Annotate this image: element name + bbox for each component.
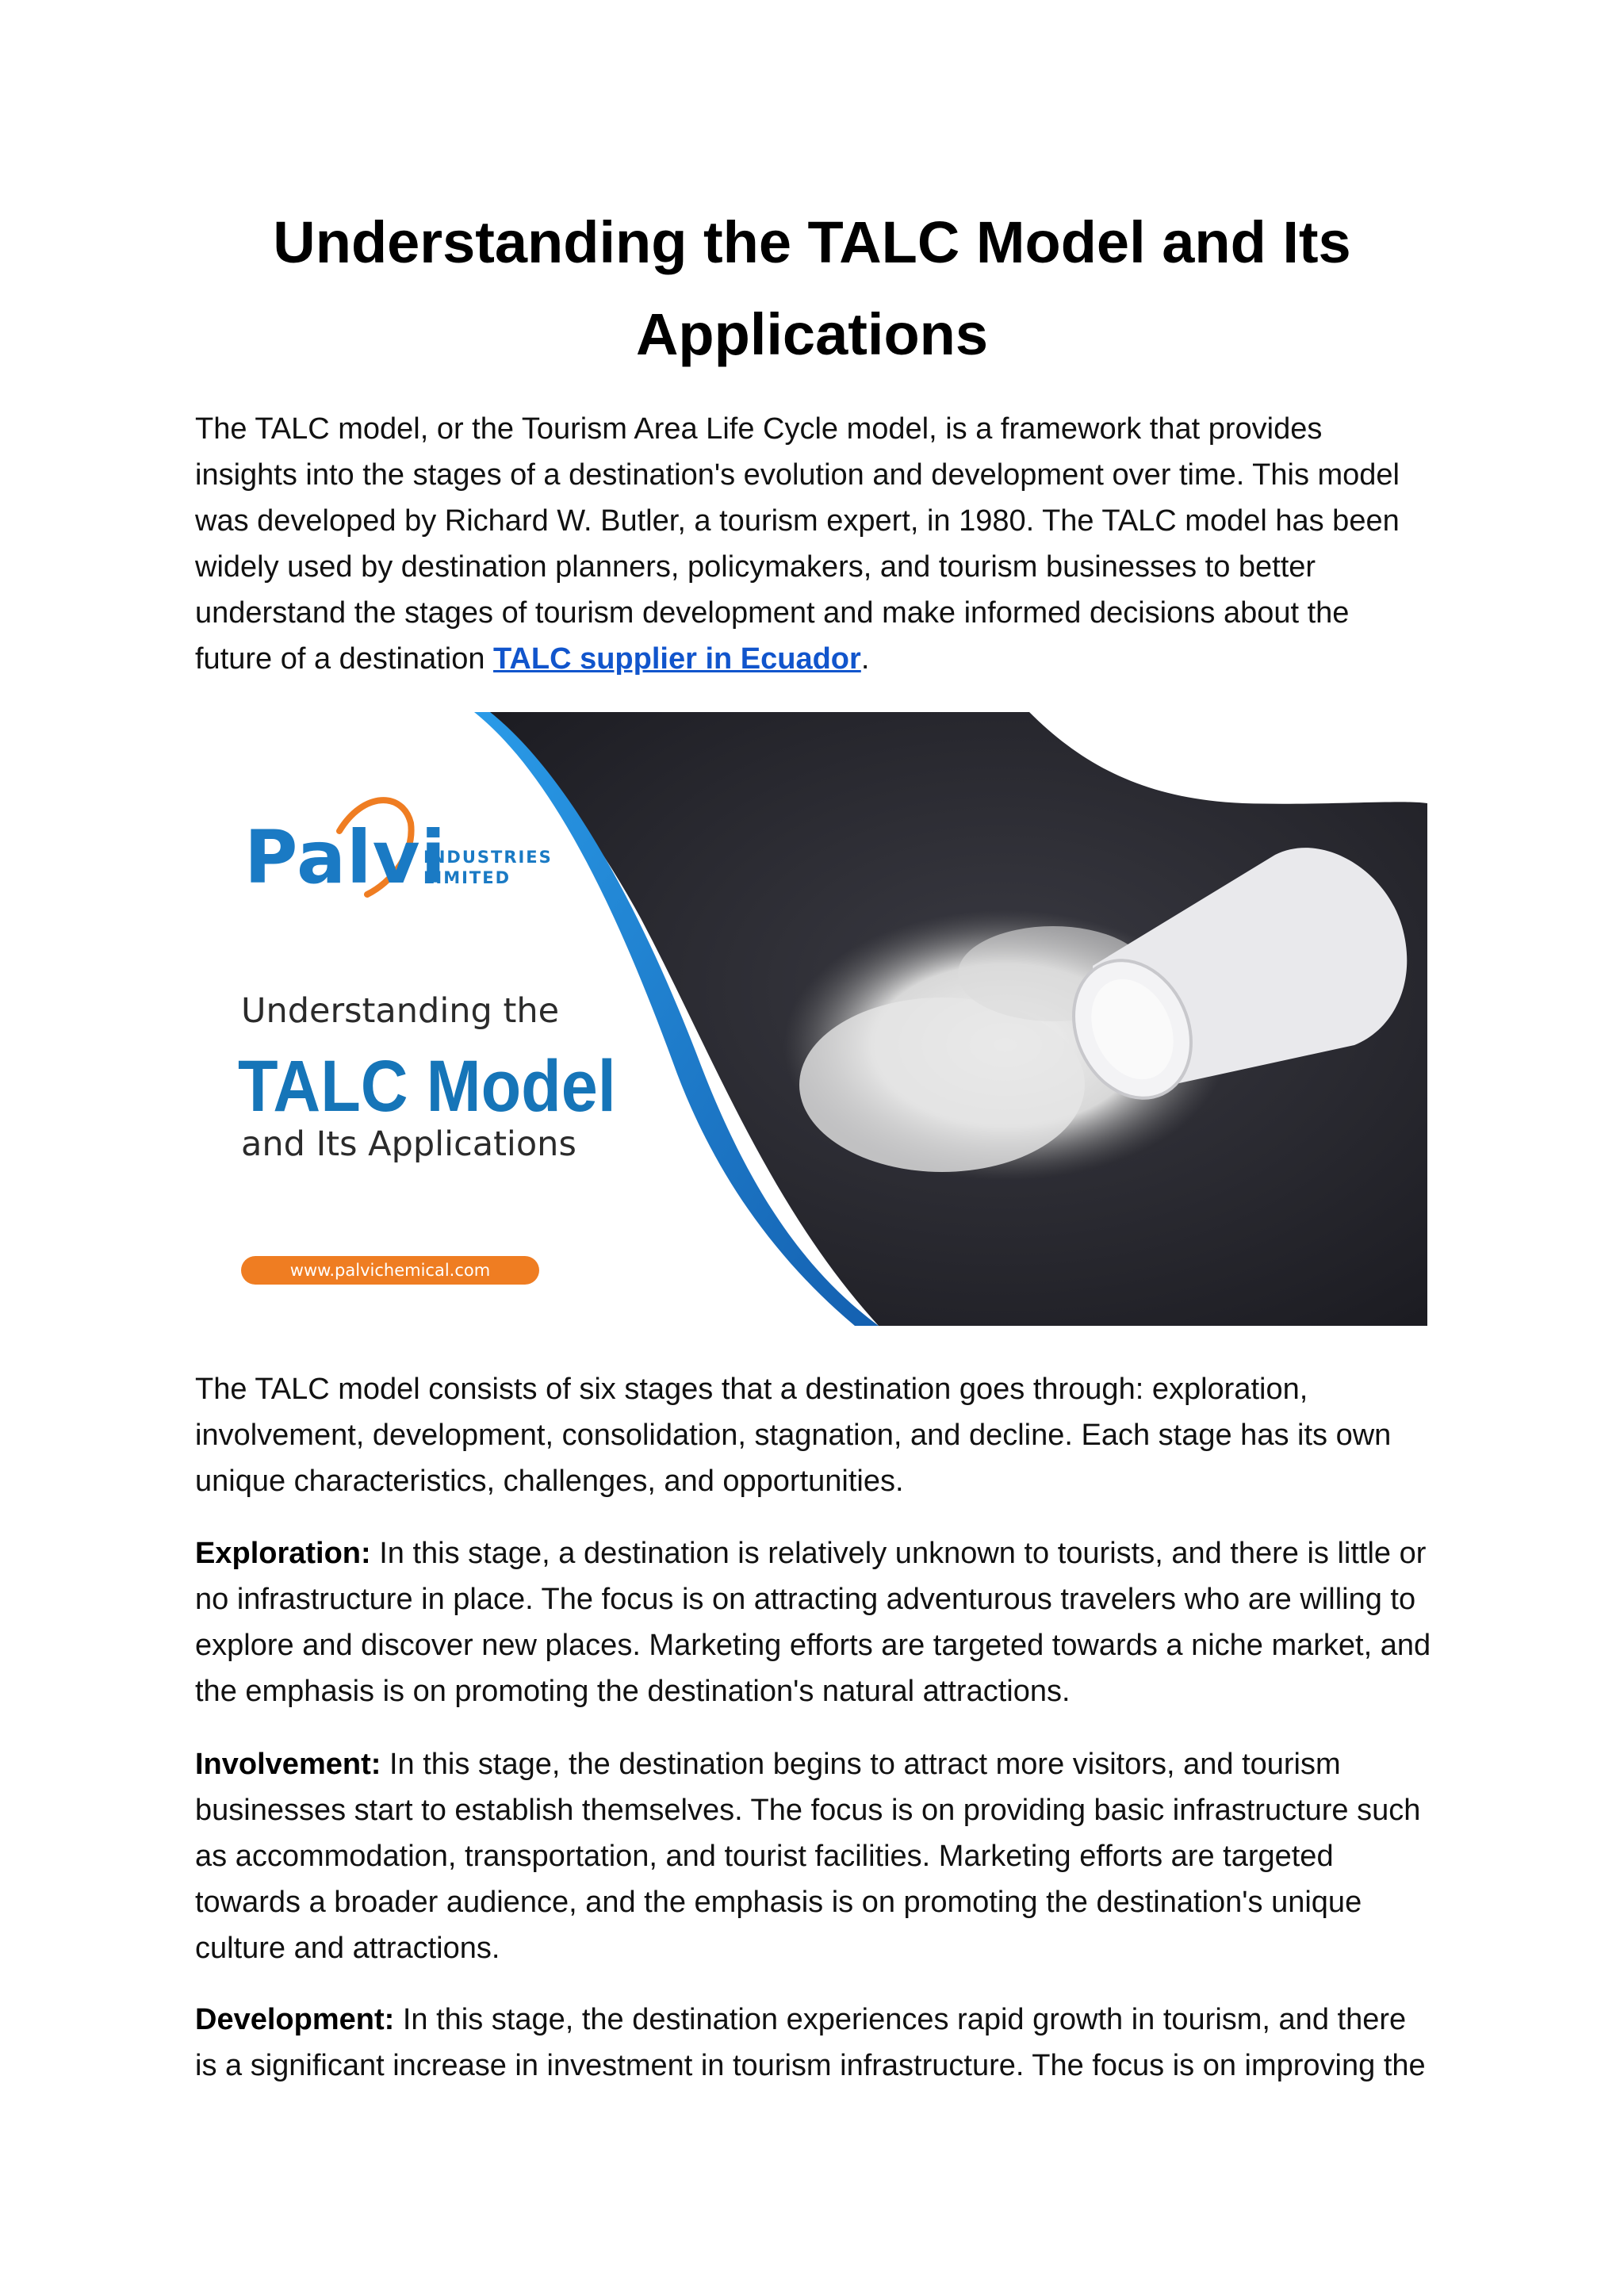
website-badge: www.palvichemical.com [241, 1256, 539, 1285]
involvement-paragraph [195, 1741, 1432, 1971]
page-title: Understanding the TALC Model and Its Applications [273, 209, 1351, 367]
intro-paragraph [195, 406, 1432, 682]
brand-logo: Palvi [244, 815, 447, 900]
development-heading: Development: [195, 2003, 395, 2036]
development-text: In this stage, the destination experiences rapid growth in tourism, and there is a significant increase in investment in tourism infrastructure. The focus is on improving the [195, 2003, 1426, 2082]
brand-subtitle-line1: INDUSTRIES [423, 848, 553, 867]
banner-heading-line3: and Its Applications [241, 1124, 576, 1164]
banner-image [197, 712, 1427, 1326]
involvement-text: In this stage, the destination begins to attract more visitors, and tourism businesses start to establish themselves. The focus is on providing basic infrastructure such as accommodation, transportation, and tourist facilities. Marketing efforts are targeted towards a broader audience, and the emphasis is on promoting the destination's unique culture and attractions. [195, 1748, 1421, 1965]
intro-text: The TALC model, or the Tourism Area Life Cycle model, is a framework that provides insights into the stages of a destination's evolution and development over time. This model was developed by Richard W. Butler, a tourism expert, in 1980. The TALC model has been widely used by destination planners, policymakers, and tourism businesses to better understand the stages of tourism development and make informed decisions about the future of a destination [195, 412, 1400, 676]
banner-heading-line2: TALC Model [238, 1046, 616, 1127]
exploration-paragraph [195, 1530, 1432, 1714]
involvement-heading: Involvement: [195, 1748, 381, 1781]
brand-subtitle-line2: LIMITED [423, 868, 511, 887]
brand-subtitle [423, 847, 553, 888]
stages-overview-paragraph: The TALC model consists of six stages that a destination goes through: exploration, involvement, development, consolidation, stagnation, and decline. Each stage has its own unique characteristics, challenges, and opportunities. [195, 1373, 1392, 1498]
exploration-text: In this stage, a destination is relatively unknown to tourists, and there is little or no infrastructure in place. The focus is on attracting adventurous travelers who are willing to explore and discover new places. Marketing efforts are targeted towards a niche market, and the emphasis is on promoting the destination's natural attractions. [195, 1537, 1431, 1708]
banner-heading-line1: Understanding the [241, 991, 560, 1031]
exploration-heading: Exploration: [195, 1537, 371, 1570]
talc-supplier-link[interactable]: TALC supplier in Ecuador [493, 642, 861, 676]
intro-period: . [860, 642, 870, 676]
development-paragraph [195, 1997, 1432, 2089]
